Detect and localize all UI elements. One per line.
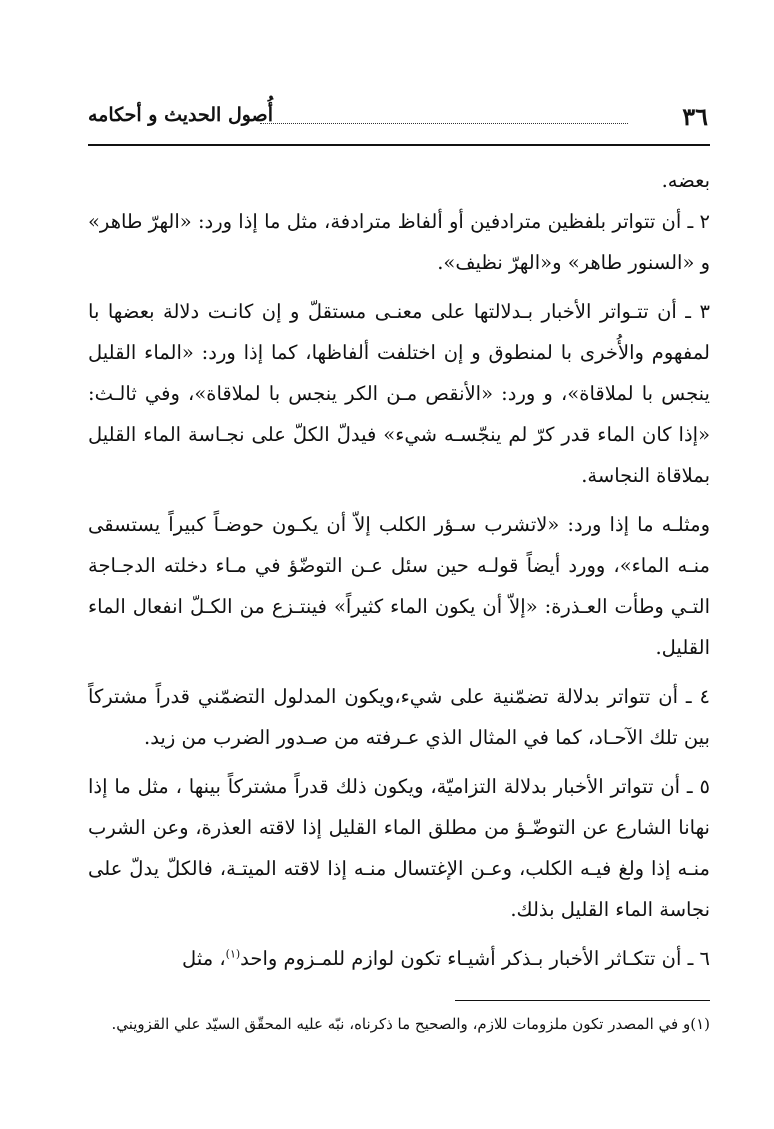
paragraph-item-2: ٢ ـ أن تتواتر بلفظين مترادفين أو ألفاظ مترادفة، مثل ما إذا ورد: «الهرّ طاهر» و «السنور طاهر» و«الهرّ نظيف». (88, 210, 710, 274)
main-text (88, 160, 710, 987)
paragraph-item-6-tail: ، مثل (182, 947, 226, 970)
footnote-rule (455, 1000, 710, 1001)
paragraph-item-3-continued: ومثلـه ما إذا ورد: «لاتشرب سـؤر الكلب إلاّ أن يكـون حوضـاً كبيراً يستسقى منـه الماء»، وورد أيضاً قولـه حين سئل عـن التوضّؤ في مـاء دخلته الدجـاجة التـي وطأت العـذرة: «إلاّ أن يكون الماء كثيراً» فينتـزع من الكـلّ انفعال الماء القليل. (88, 513, 710, 659)
header-rule (88, 144, 710, 146)
paragraph-continuation: بعضه. (661, 169, 710, 192)
paragraph-item-3: ٣ ـ أن تتـواتر الأخبار بـدلالتها على معنـى مستقلّ و إن كانـت دلالة بعضها با لمفهوم والأُخرى با لمنطوق و إن اختلفت ألفاظها، كما إذا ورد: «الماء القليل ينجس با لملاقاة»، و ورد: «الأنقص مـن الكر ينجس با لملاقاة»، وفي ثالـث: «إذا كان الماء قدر كرّ لم ينجّسـه شيء» فيدلّ الكلّ على نجـاسة الماء القليل بملاقاة النجاسة. (88, 300, 710, 487)
paragraph-item-6-text: ٦ ـ أن تتكـاثر الأخبار بـذكر أشيـاء تكون لوازم للمـزوم واحد (240, 947, 710, 970)
running-header (88, 100, 708, 140)
book-title: أُصول الحديث و أحكامه (88, 104, 273, 126)
header-leader-dots (260, 123, 628, 124)
paragraph-item-4: ٤ ـ أن تتواتر بدلالة تضمّنية على شيء،ويكون المدلول التضمّني قدراً مشتركاً بين تلك الآحـاد، كما في المثال الذي عـرفته من صـدور الضرب من زيد. (88, 685, 710, 749)
footnote: (١)و في المصدر تكون ملزومات للازم، والصحيح ما ذكرناه، نبّه عليه المحقّق السيّد علي القزويني. (111, 1015, 710, 1033)
paragraph-item-6 (88, 938, 710, 979)
paragraph-item-5: ٥ ـ أن تتواتر الأخبار بدلالة التزاميّة، ويكون ذلك قدراً مشتركاً بينها ، مثل ما إذا نهانا الشارع عن التوضّـؤ من مطلق الماء القليل إذا لاقته العذرة، وعن الشرب منـه إذا ولغ فيـه الكلب، وعـن الإغتسال منـه إذا لاقته الميتـة، فالكلّ يدلّ على نجاسة الماء القليل بذلك. (88, 775, 710, 921)
page-number: ٣٦ (682, 102, 708, 131)
footnote-reference: (١) (225, 947, 241, 961)
